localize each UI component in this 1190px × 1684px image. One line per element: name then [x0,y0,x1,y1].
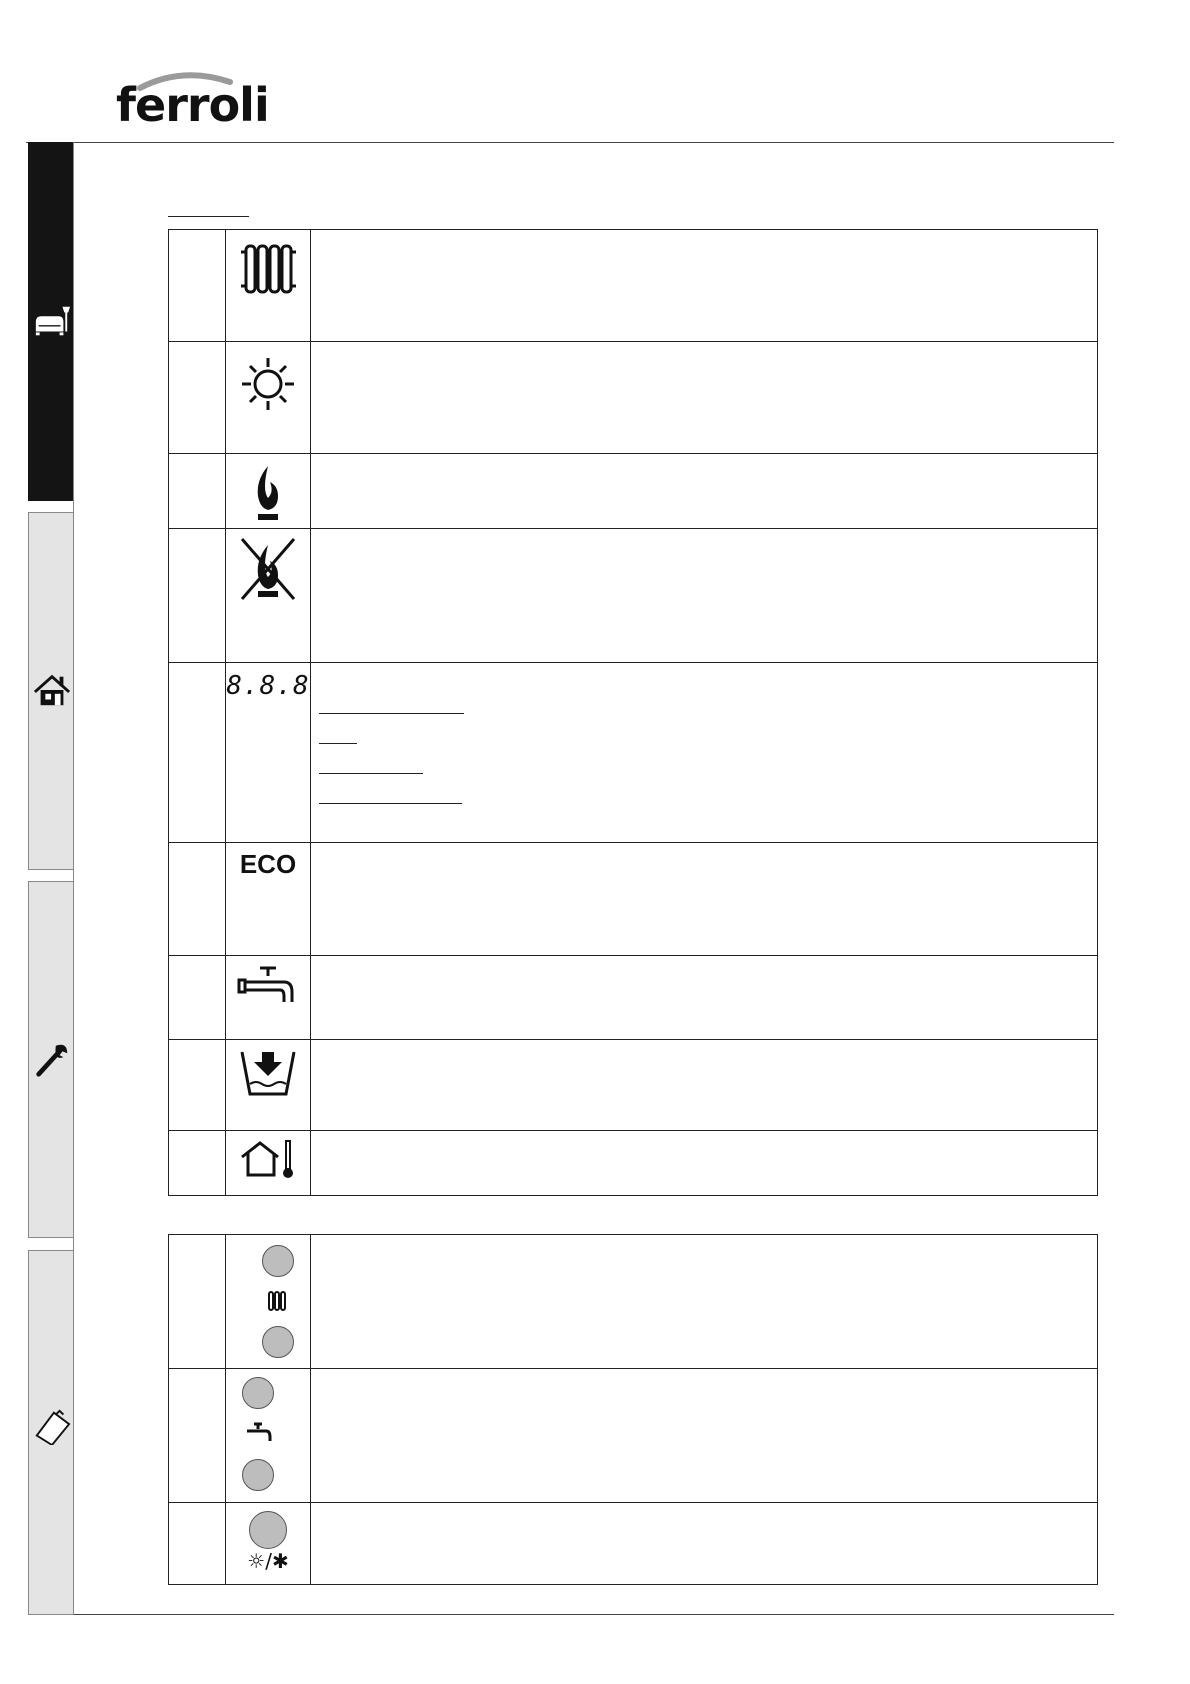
table-row [169,1040,1098,1131]
symbol-cell [226,663,311,843]
caption-rule [168,216,249,217]
side-tab-technical-data[interactable] [28,1250,74,1615]
table-row [169,1503,1098,1585]
table-row [169,230,1098,342]
dhw-decrease-button[interactable] [242,1459,274,1491]
footer-rule [74,1614,1114,1615]
cross-reference-link[interactable] [319,713,464,714]
symbol-cell [226,843,311,956]
row-number-cell [169,663,226,843]
heating-buttons-icon [226,1235,310,1367]
description-cell [311,663,1098,843]
description-cell [311,454,1098,529]
control-buttons-table [168,1234,1098,1585]
row-number-cell [169,1040,226,1131]
description-cell [311,1131,1098,1196]
cross-reference-link[interactable] [319,803,462,804]
description-cell [311,230,1098,342]
row-number-cell [169,1369,226,1503]
symbol-cell [226,342,311,454]
description-cell [311,843,1098,956]
symbol-cell [226,956,311,1040]
table-row [169,1235,1098,1369]
house-icon [33,671,71,709]
cross-reference-link[interactable] [319,773,423,774]
description-cell [311,1369,1098,1503]
house-thermometer-icon [236,1137,300,1181]
symbol-cell [226,1040,311,1131]
row-number-cell [169,454,226,529]
symbol-cell [226,1369,311,1503]
clipboard-icon [33,1407,71,1445]
table-row [169,843,1098,956]
row-number-cell [169,956,226,1040]
description-cell [311,956,1098,1040]
row-number-cell [169,1235,226,1369]
logo-wordmark: ferroli [116,78,269,132]
row-number-cell [169,843,226,956]
symbol-cell [226,230,311,342]
armchair-lamp-icon [33,303,71,341]
table-row [169,956,1098,1040]
sun-icon [236,348,300,418]
description-cell [311,1040,1098,1131]
row-number-cell [169,529,226,663]
radiator-icon [238,236,298,302]
table-row [169,342,1098,454]
table-row [169,663,1098,843]
radiator-small-icon [266,1289,290,1313]
side-tab-installation[interactable] [28,512,74,870]
flame-crossed-icon [236,535,300,603]
heating-increase-button[interactable] [262,1245,294,1277]
row-number-cell [169,1503,226,1585]
table-row [169,529,1098,663]
ferroli-logo [112,66,269,138]
symbol-cell [226,1503,311,1585]
row-number-cell [169,342,226,454]
side-tab-user[interactable] [28,142,74,501]
fill-tank-icon [236,1046,300,1102]
symbol-cell [226,1235,311,1369]
symbol-cell [226,529,311,663]
tap-icon [236,962,300,1012]
symbol-cell [226,454,311,529]
dhw-buttons-icon [226,1369,310,1501]
cross-reference-link[interactable] [319,743,357,744]
dhw-increase-button[interactable] [242,1377,274,1409]
description-cell [311,1235,1098,1369]
side-strip-rule [73,142,74,1615]
display-symbols-table [168,229,1098,1196]
table-row [169,454,1098,529]
table-row [169,1131,1098,1196]
description-cell [311,342,1098,454]
description-cell [311,529,1098,663]
summer-winter-button[interactable] [249,1511,287,1549]
side-tab-service[interactable] [28,881,74,1238]
table-row [169,1369,1098,1503]
summer-winter-button-icon: ☼/✱ [247,1549,289,1573]
symbol-cell [226,1131,311,1196]
eco-icon: ECO [239,849,297,879]
row-number-cell [169,230,226,342]
wrench-icon [33,1040,71,1078]
seven-segment-display-icon: 8.8.8 [226,671,310,701]
heating-decrease-button[interactable] [262,1326,294,1358]
header-rule [26,142,1114,143]
description-cell [311,1503,1098,1585]
row-number-cell [169,1131,226,1196]
tap-small-icon [244,1421,274,1443]
flame-icon [248,460,288,524]
